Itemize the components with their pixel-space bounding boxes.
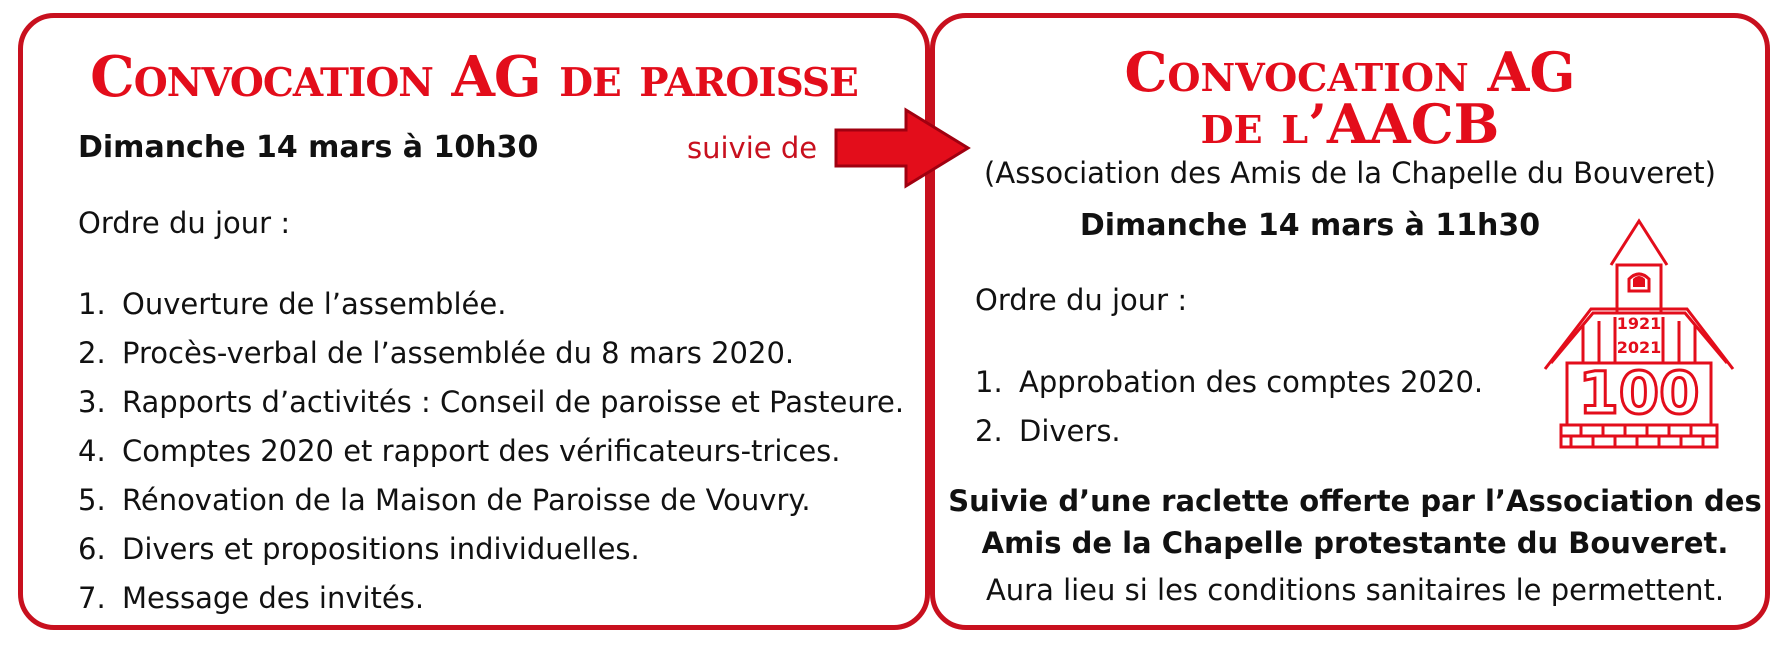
list-item [975,407,1483,456]
item-number: 4. [78,434,106,468]
item-number: 2. [78,336,106,370]
left-agenda-list [78,280,904,623]
right-title-line2: de l’AACB [1200,92,1500,156]
logo-year-end: 2021 [1616,338,1662,357]
right-agenda-list [975,358,1483,456]
left-panel [18,13,930,630]
right-title-line1: Convocation AG [1124,40,1576,104]
item-text: Procès-verbal de l’assemblée du 8 mars 2020. [122,336,795,370]
list-item [78,525,904,574]
list-item [78,476,904,525]
list-item [78,378,904,427]
raclette-announcement [935,480,1775,564]
followed-by-label: suivie de [687,131,818,165]
item-text: Message des invités. [122,581,425,615]
sanitary-note: Aura lieu si les conditions sanitaires le permettent. [985,573,1725,607]
right-agenda-label: Ordre du jour : [975,283,1188,317]
item-number: 2. [975,414,1003,448]
list-item [78,280,904,329]
item-text: Rénovation de la Maison de Paroisse de Vouvry. [122,483,811,517]
right-date: Dimanche 14 mars à 11h30 [1079,208,1541,243]
item-number: 3. [78,385,106,419]
raclette-line-1: Suivie d’une raclette offerte par l’Association des [948,484,1762,518]
logo-number: 100 [1578,359,1700,427]
logo-year-start: 1921 [1616,314,1662,333]
item-text: Rapports d’activités : Conseil de paroisse et Pasteure. [122,385,905,419]
left-date: Dimanche 14 mars à 10h30 [78,130,539,165]
item-text: Approbation des comptes 2020. [1019,365,1484,399]
list-item [78,427,904,476]
item-text: Comptes 2020 et rapport des vérificateurs-trices. [122,434,841,468]
arrow-right-icon [832,106,972,190]
chapel-icon [1541,213,1737,453]
item-text: Divers. [1019,414,1121,448]
raclette-line-2: Amis de la Chapelle protestante du Bouveret. [981,526,1729,560]
item-number: 6. [78,532,106,566]
list-item [78,329,904,378]
item-number: 1. [78,287,106,321]
item-number: 7. [78,581,106,615]
association-subtitle: (Association des Amis de la Chapelle du Bouveret) [984,156,1716,190]
item-text: Ouverture de l’assemblée. [122,287,507,321]
list-item [78,574,904,623]
item-text: Divers et propositions individuelles. [122,532,640,566]
left-agenda-label: Ordre du jour : [78,206,291,240]
list-item [975,358,1483,407]
item-number: 1. [975,365,1003,399]
left-title: Convocation AG de paroisse [90,44,858,110]
right-panel [930,13,1770,630]
item-number: 5. [78,483,106,517]
